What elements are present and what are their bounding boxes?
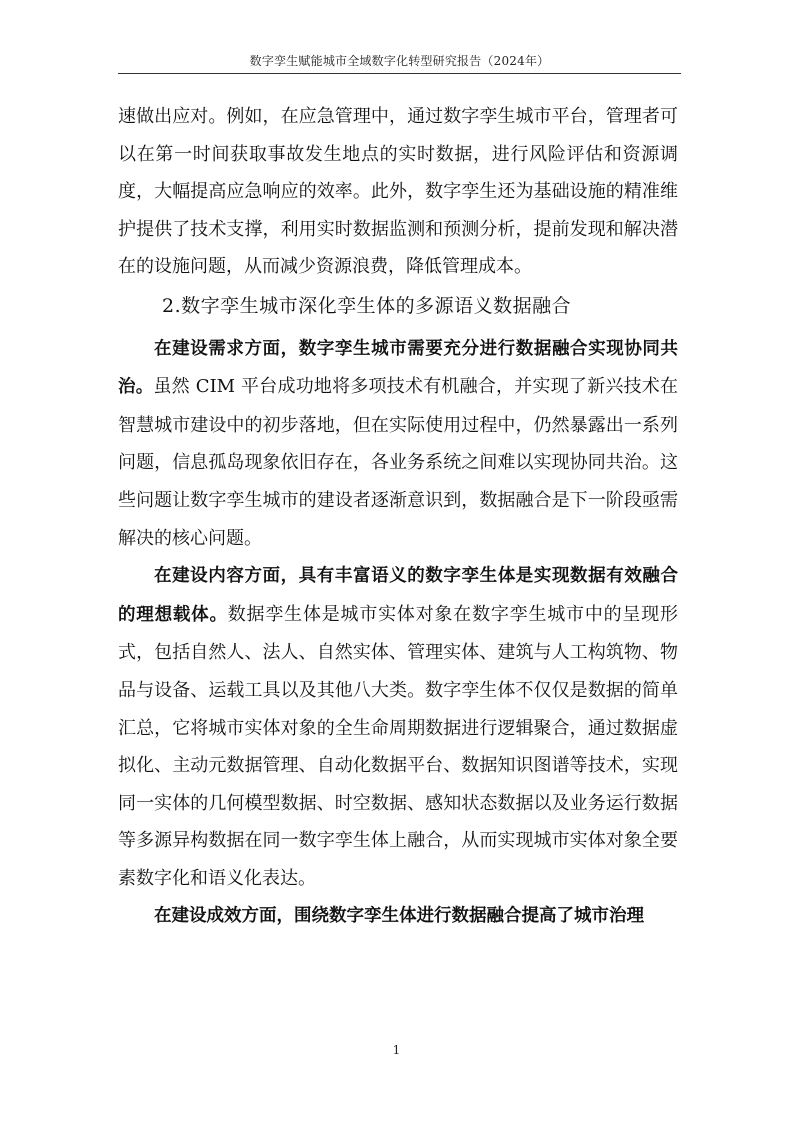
section-heading: 2.数字孪生城市深化孪生体的多源语义数据融合: [162, 294, 572, 317]
paragraph-lead-bold: 在建设内容方面，具有丰富语义的数字孪生体是实现数据有效融合的理想载体。: [118, 566, 678, 625]
paragraph-construction-content: [118, 557, 678, 897]
page-number: 1: [392, 1043, 401, 1057]
document-body: [118, 98, 678, 936]
paragraph-lead-bold: 在建设成效方面，围绕数字孪生体进行数据融合提高了城市治理: [154, 906, 644, 927]
paragraph-text: 数据孪生体是城市实体对象在数字孪生城市中的呈现形式，包括自然人、法人、自然实体、管理实体、建筑与人工构筑物、物品与设备、运载工具以及其他八大类。数字孪生体不仅仅是数据的简单汇总，它将城市实体对象的全生命周期数据进行逻辑聚合，通过数据虚拟化、主动元数据管理、自动化数据平台、数据知识图谱等技术，实现同一实体的几何模型数据、时空数据、感知状态数据以及业务运行数据等多源异构数据在同一数字孪生体上融合，从而实现城市实体对象全要素数字化和语义化表达。: [118, 603, 679, 889]
paragraph-construction-demand: [118, 330, 678, 558]
paragraph-text: 虽然 CIM 平台成功地将多项技术有机融合，并实现了新兴技术在智慧城市建设中的初步落地，但在实际使用过程中，仍然暴露出一系列问题，信息孤岛现象依旧存在，各业务系统之间难以实现协同共治。这些问题让数字孪生城市的建设者逐渐意识到，数据融合是下一阶段亟需解决的核心问题。: [118, 376, 678, 549]
running-header: 数字孪生赋能城市全域数字化转型研究报告（2024年）: [249, 54, 550, 68]
header-divider: [118, 73, 681, 74]
paragraph-continuation: 速做出应对。例如，在应急管理中，通过数字孪生城市平台，管理者可以在第一时间获取事故发生地点的实时数据，进行风险评估和资源调度，大幅提高应急响应的效率。此外，数字孪生还为基础设施的精准维护提供了技术支撑，利用实时数据监测和预测分析，提前发现和解决潜在的设施问题，从而减少资源浪费，降低管理成本。: [118, 106, 678, 278]
paragraph-lead-bold: 在建设需求方面，数字孪生城市需要充分进行数据融合实现协同共治。: [118, 338, 678, 398]
paragraph-construction-results: [118, 897, 678, 936]
